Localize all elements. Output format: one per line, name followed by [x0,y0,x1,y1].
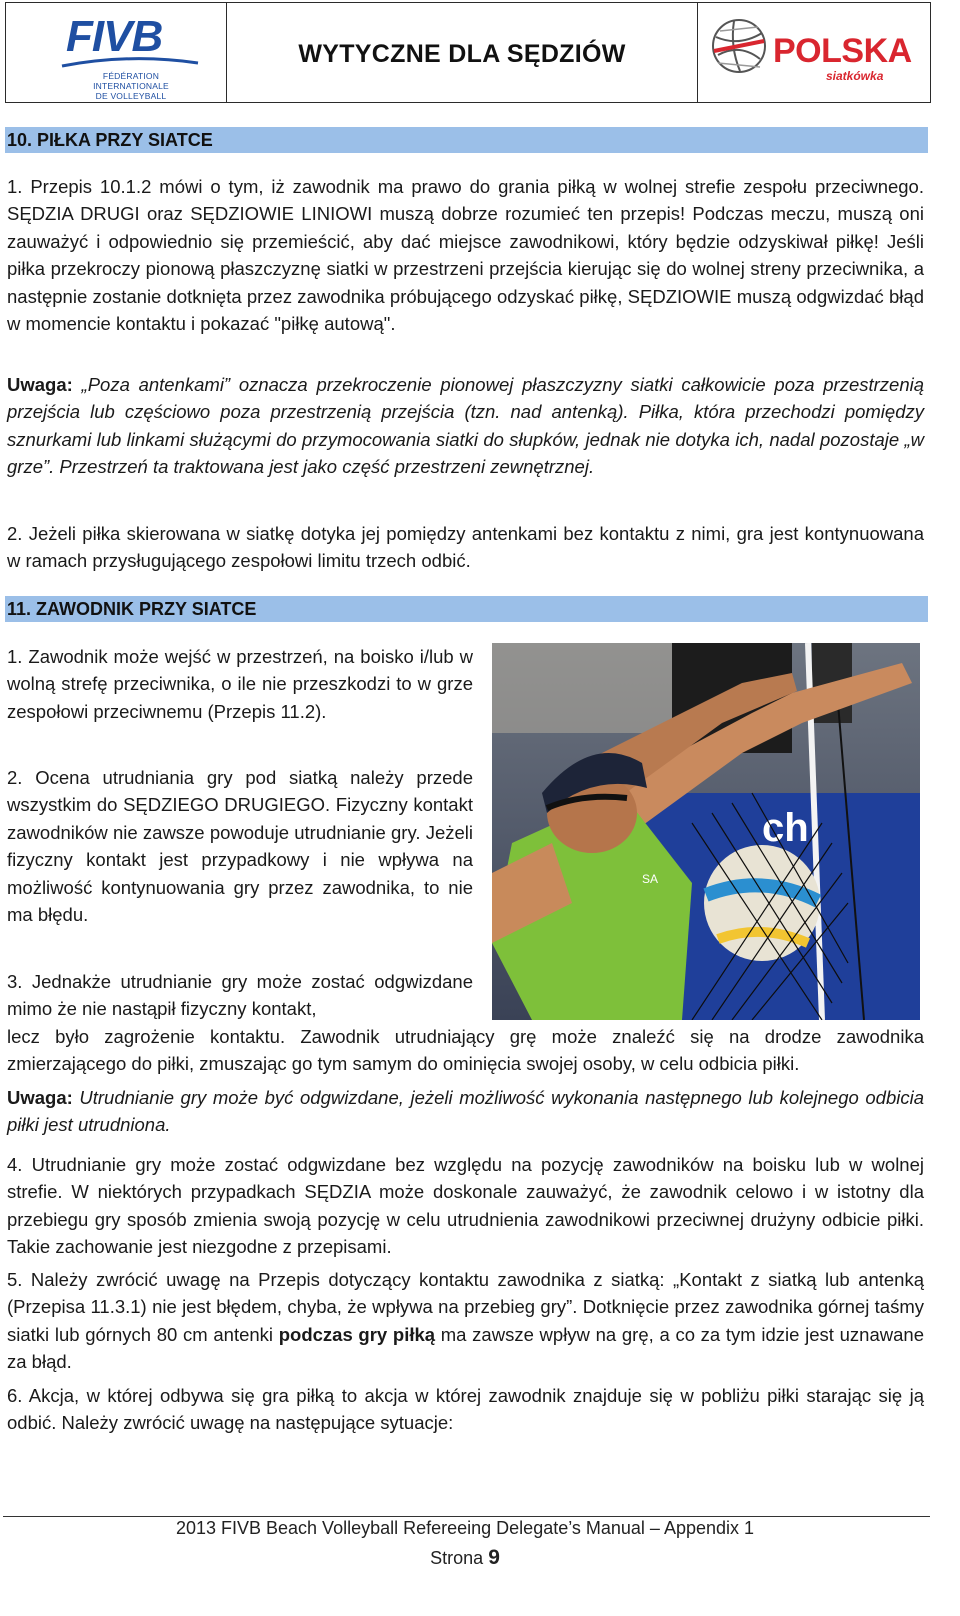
page-number: 9 [488,1546,500,1569]
polska-siatkowka-logo [698,3,930,102]
section11-paragraph-3-start: 3. Jednakże utrudnianie gry może zostać odgwizdane mimo że nie nastąpił fizyczny kontakt, [7,971,473,1020]
footer-divider [3,1516,930,1517]
section11-paragraph-1: 1. Zawodnik może wejść w przestrzeń, na boisko i/lub w wolną strefę przeciwnika, o ile nie przeszkodzi to w grze zespołowi przeciwnemu (Przepis 11.2). [7,646,473,722]
paragraph-5-text-b: ma zawsze wpływ na grę, a co za tym idzie jest uznawane za błąd. [7,1323,924,1373]
fivb-swoosh-icon [60,57,200,69]
note-label: Uwaga: [7,1087,73,1108]
note-text: „Poza antenkami” oznacza przekroczenie pionowej płaszczyzny siatki całkowicie poza przestrzenią przejścia lub częściowo poza przestrzenią przejścia (tzn. nad antenką). Piłka, która przechodzi pomiędzy sznurkami lub linkami służącymi do przymocowania siatki do słupków, jednak nie dotyka ich, nadal pozostaje „w grze”. Przestrzeń ta traktowana jest jako część przestrzeni zewnętrznej. [7,374,925,478]
page-label: Strona [430,1548,484,1568]
volleyball-net-icon [710,17,768,75]
section-heading-11: 11. ZAWODNIK PRZY SIATCE [5,596,928,622]
photo-illustration [492,643,920,1020]
polska-logo-sub: siatkówka [826,69,884,83]
fivb-logo-word: FIVB [66,12,163,61]
paragraph-5-bold: podczas gry piłką [278,1323,436,1345]
section11-paragraph-2: 2. Ocena utrudniania gry pod siatką należy przede wszystkim do SĘDZIEGO DRUGIEGO. Fizyczny kontakt zawodników nie zawsze powoduje utrudnianie gry. Jeżeli fizyczny kontakt jest przypadkowy i nie wpływa na możliwość kontynuowania gry przez zawodnika, to nie ma błędu. [7,767,473,926]
note-text: Utrudnianie gry może być odgwizdane, jeżeli możliwość wykonania następnego lub kolejnego odbicia piłki jest utrudniona. [7,1087,924,1136]
page-header [5,2,931,103]
section11-paragraph-5 [7,1266,924,1376]
svg-text:ch: ch [762,806,809,850]
footer-manual-title: 2013 FIVB Beach Volleyball Refereeing Delegate’s Manual – Appendix 1 [175,1518,755,1538]
fivb-logo [6,3,227,102]
paragraph-5-text-a: 5. Należy zwrócić uwagę na Przepis dotyczący kontaktu zawodnika z siatką: „Kontakt z siatką lub antenką (Przepisa 11.3.1) nie jest błędem, chyba, że wpływa na przebieg gry”. Dotknięcie przez zawodnika górnej taśmy siatki lub górnych 80 cm antenki [7,1269,924,1345]
section-heading-10: 10. PIŁKA PRZY SIATCE [5,127,928,153]
footer-page-number [0,1546,930,1570]
note-label: Uwaga: [7,374,73,395]
section11-paragraph-3-rest: lecz było zagrożenie kontaktu. Zawodnik utrudniający grę może znaleźć się na drodze zawodnika zmierzającego do piłki, zmuszając go tym samym do ominięcia swojej osoby, w celu odbicia piłki. [7,1026,924,1075]
header-title-cell [227,3,698,102]
player-at-net-photo [492,643,920,1020]
section10-note [7,371,924,481]
section11-paragraph-4: 4. Utrudnianie gry może zostać odgwizdane bez względu na pozycję zawodników na boisku lub w wolnej strefie. W niektórych przypadkach SĘDZIA może doskonale zauważyć, że zawodnik celowo i w istotny dla przebiegu gry sposób zmienia swoją pozycję w celu utrudnienia zawodnikowi przeciwnej drużyny odbicie piłki. Takie zachowanie jest niezgodne z przepisami. [7,1154,924,1258]
section10-paragraph-1: 1. Przepis 10.1.2 mówi o tym, iż zawodnik ma prawo do grania piłką w wolnej strefie zespołu przeciwnego. SĘDZIA DRUGI oraz SĘDZIOWIE LINIOWI muszą dobrze rozumieć ten przepis! Podczas meczu, muszą oni zauważyć i odpowiednio się przemieścić, aby dać miejsce zawodnikowi, który będzie odzyskiwał piłkę! Jeśli piłka przekroczy pionową płaszczyznę siatki w przestrzeni przejścia kierując się do wolnej streny przeciwnika, a następnie zostanie dotknięta przez zawodnika próbującego odzyskać piłkę, SĘDZIOWIE muszą odgwizdać błąd w momencie kontaktu i pokazać "piłkę autową". [7,176,924,335]
page-title: WYTYCZNE DLA SĘDZIÓW [298,40,626,68]
svg-text:SA: SA [642,872,659,886]
section11-paragraph-6: 6. Akcja, w której odbywa się gra piłką to akcja w której zawodnik znajduje się w pobliżu piłki starając się ją odbić. Należy zwrócić uwagę na następujące sytuacje: [7,1385,924,1434]
section10-paragraph-2: 2. Jeżeli piłka skierowana w siatkę dotyka jej pomiędzy antenkami bez kontaktu z nimi, gra jest kontynuowana w ramach przysługującego zespołowi limitu trzech odbić. [7,523,924,572]
fivb-logo-subtitle: FÉDÉRATION INTERNATIONALE DE VOLLEYBALL [93,71,169,101]
section11-note [7,1084,924,1139]
polska-logo-word: POLSKA [773,32,912,70]
